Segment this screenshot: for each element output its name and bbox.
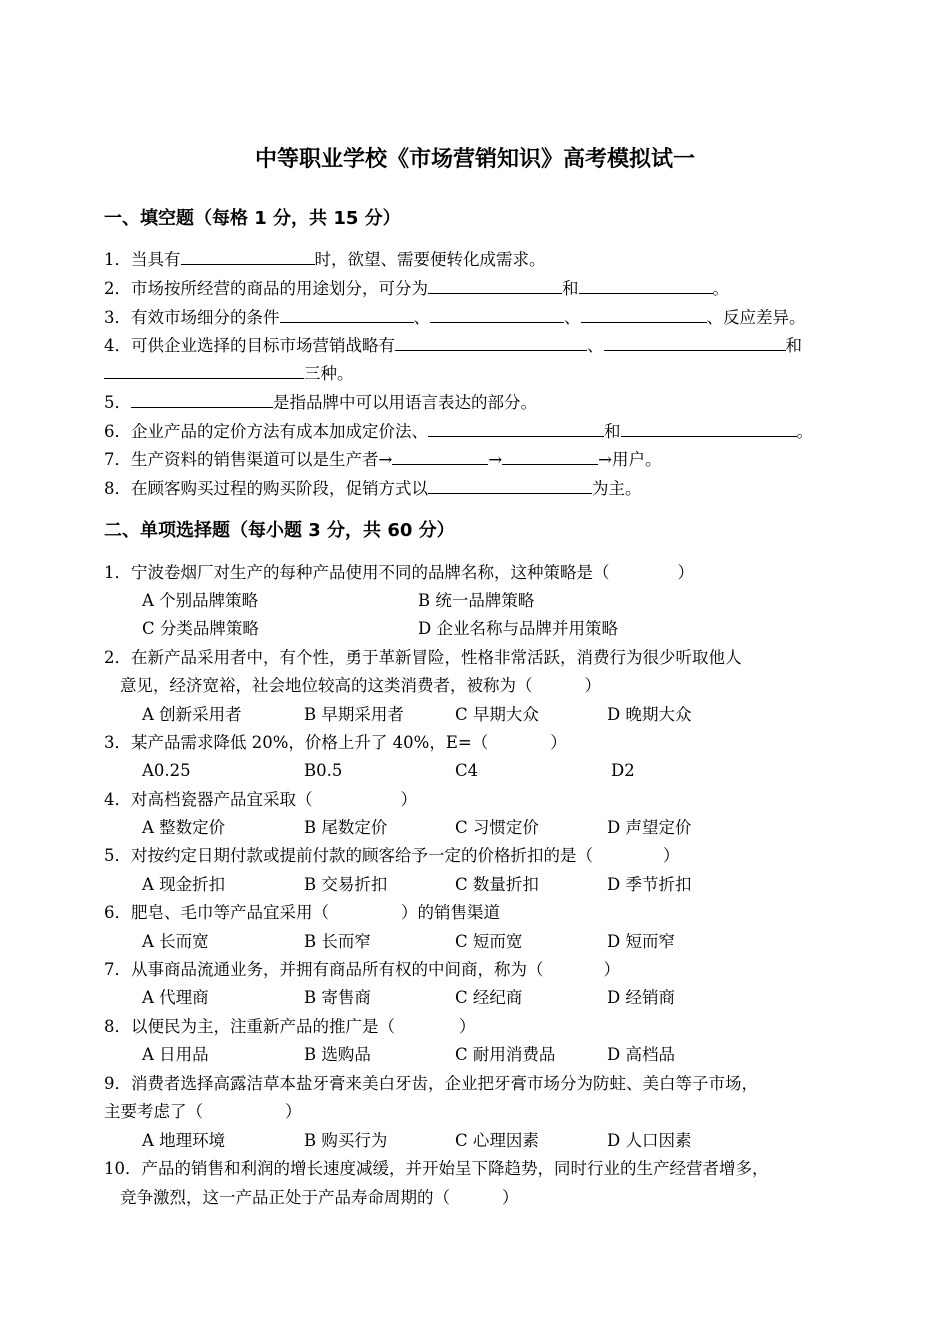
option-b[interactable]: B 寄售商	[304, 988, 371, 1007]
option-b[interactable]: B 购买行为	[304, 1131, 388, 1150]
answer-blank[interactable]	[579, 279, 713, 294]
fill-question-7: 7．生产资料的销售渠道可以是生产者→ → →用户。	[104, 450, 662, 469]
option-d[interactable]: D 人口因素	[607, 1131, 692, 1150]
choice-question-2: 2．在新产品采用者中，有个性，勇于革新冒险，性格非常活跃，消费行为很少听取他人	[104, 648, 742, 667]
option-b[interactable]: B0.5	[304, 761, 343, 780]
choice-question-9: 9．消费者选择高露洁草本盐牙膏来美白牙齿，企业把牙膏市场分为防蛀、美白等子市场，	[104, 1074, 758, 1093]
option-a[interactable]: A 长而宽	[142, 932, 209, 951]
option-d[interactable]: D 晚期大众	[607, 705, 692, 724]
option-d[interactable]: D 短而窄	[607, 932, 675, 951]
answer-blank[interactable]	[428, 479, 592, 494]
option-b[interactable]: B 选购品	[304, 1045, 371, 1064]
option-c[interactable]: C 早期大众	[455, 705, 539, 724]
option-d[interactable]: D 高档品	[607, 1045, 675, 1064]
option-b[interactable]: B 交易折扣	[304, 875, 388, 894]
option-d[interactable]: D 经销商	[607, 988, 675, 1007]
option-b[interactable]: B 尾数定价	[304, 818, 388, 837]
option-a[interactable]: A 地理环境	[142, 1131, 226, 1150]
option-a[interactable]: A 整数定价	[142, 818, 226, 837]
option-c[interactable]: C4	[455, 761, 479, 780]
section-heading-fill-blank: 一、填空题（每格 1 分，共 15 分）	[104, 208, 401, 229]
option-a[interactable]: A 个别品牌策略	[142, 591, 259, 610]
fill-question-8: 8．在顾客购买过程的购买阶段，促销方式以 为主。	[104, 479, 642, 498]
fill-question-1: 1．当具有 时，欲望、需要便转化成需求。	[104, 250, 546, 269]
fill-question-4: 4．可供企业选择的目标市场营销战略有 、 和	[104, 336, 802, 355]
option-a[interactable]: A 创新采用者	[142, 705, 242, 724]
choice-question-8: 8．以便民为主，注重新产品的推广是（ ）	[104, 1017, 476, 1036]
choice-question-2-cont: 意见，经济宽裕，社会地位较高的这类消费者，被称为（ ）	[120, 676, 601, 695]
fill-question-4-cont: 三种。	[104, 364, 354, 384]
page-title: 中等职业学校《市场营销知识》高考模拟试一	[254, 147, 695, 172]
option-c[interactable]: C 耐用消费品	[455, 1045, 556, 1064]
option-d[interactable]: D2	[611, 761, 635, 780]
answer-blank[interactable]	[428, 422, 604, 437]
option-d[interactable]: D 声望定价	[607, 818, 692, 837]
option-b[interactable]: B 长而窄	[304, 932, 371, 951]
answer-blank[interactable]	[581, 308, 707, 323]
option-a[interactable]: A 日用品	[142, 1045, 209, 1064]
section-heading-single-choice: 二、单项选择题（每小题 3 分，共 60 分）	[104, 520, 455, 541]
choice-question-3: 3．某产品需求降低 20%，价格上升了 40%，E=（ ）	[104, 733, 567, 752]
choice-question-1: 1．宁波卷烟厂对生产的每种产品使用不同的品牌名称，这种策略是（ ）	[104, 563, 694, 582]
option-c[interactable]: C 经纪商	[455, 988, 523, 1007]
answer-blank[interactable]	[280, 308, 414, 323]
option-a[interactable]: A 现金折扣	[142, 875, 226, 894]
answer-blank[interactable]	[104, 364, 304, 379]
answer-blank[interactable]	[502, 450, 598, 465]
option-c[interactable]: C 习惯定价	[455, 818, 539, 837]
option-d[interactable]: D 季节折扣	[607, 875, 692, 894]
option-c[interactable]: C 短而宽	[455, 932, 523, 951]
option-a[interactable]: A0.25	[142, 761, 191, 780]
fill-question-6: 6．企业产品的定价方法有成本加成定价法、 和 。	[104, 422, 813, 441]
option-d[interactable]: D 企业名称与品牌并用策略	[418, 619, 618, 638]
option-c[interactable]: C 数量折扣	[455, 875, 539, 894]
fill-question-3: 3．有效市场细分的条件 、 、 、反应差异。	[104, 308, 806, 327]
choice-question-4: 4．对高档瓷器产品宜采取（ ）	[104, 790, 417, 809]
option-c[interactable]: C 心理因素	[455, 1131, 539, 1150]
choice-question-9-cont: 主要考虑了（ ）	[104, 1102, 302, 1121]
answer-blank[interactable]	[430, 308, 564, 323]
answer-blank[interactable]	[392, 450, 488, 465]
choice-question-7: 7．从事商品流通业务，并拥有商品所有权的中间商，称为（ ）	[104, 960, 620, 979]
answer-blank[interactable]	[181, 250, 315, 265]
choice-question-5: 5．对按约定日期付款或提前付款的顾客给予一定的价格折扣的是（ ）	[104, 846, 680, 865]
option-b[interactable]: B 统一品牌策略	[418, 591, 535, 610]
option-c[interactable]: C 分类品牌策略	[142, 619, 259, 638]
fill-question-2: 2．市场按所经营的商品的用途划分，可分为 和 。	[104, 279, 729, 298]
fill-question-5: 5． 是指品牌中可以用语言表达的部分。	[104, 393, 537, 412]
answer-blank[interactable]	[428, 279, 562, 294]
answer-blank[interactable]	[131, 393, 273, 408]
choice-question-10-cont: 竞争激烈，这一产品正处于产品寿命周期的（ ）	[120, 1188, 519, 1207]
choice-question-6: 6．肥皂、毛巾等产品宜采用（ ）的销售渠道	[104, 903, 500, 922]
option-a[interactable]: A 代理商	[142, 988, 209, 1007]
answer-blank[interactable]	[395, 336, 587, 351]
option-b[interactable]: B 早期采用者	[304, 705, 404, 724]
choice-question-10: 10．产品的销售和利润的增长速度减缓，并开始呈下降趋势，同时行业的生产经营者增多，	[104, 1159, 769, 1178]
answer-blank[interactable]	[621, 422, 797, 437]
answer-blank[interactable]	[604, 336, 786, 351]
